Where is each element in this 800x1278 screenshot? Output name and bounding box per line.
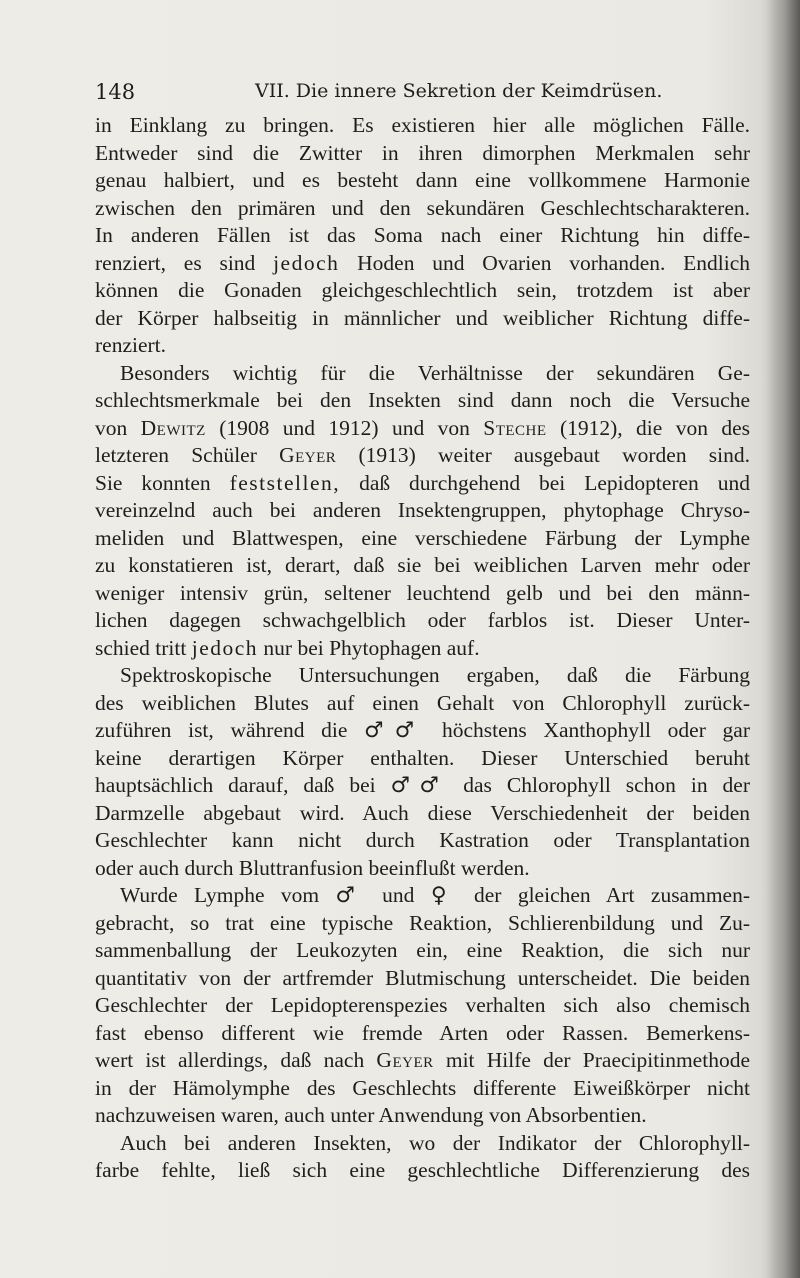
text-segment: fast ebenso different wie fremde Arten oder Rassen. Bemerkens- (95, 1020, 750, 1045)
text-segment: mit Hilfe der Praecipitinmethode (433, 1048, 750, 1072)
text-segment: meliden und Blattwespen, eine verschiedene Färbung der Lymphe (95, 525, 750, 550)
text-line (95, 992, 750, 1020)
page-number: 148 (95, 80, 136, 104)
text-segment: oder auch durch Bluttranfusion beeinflußt werden. (95, 855, 530, 880)
text-segment: das Chlorophyll schon in der (448, 773, 750, 797)
text-line (95, 222, 750, 250)
text-segment: schied tritt (95, 635, 192, 660)
text-segment: (1908 und 1912) und von (205, 415, 484, 440)
text-segment: Darmzelle abgebaut wird. Auch diese Verschiedenheit der beiden (95, 800, 750, 825)
text-segment: daß durchgehend bei Lepidopteren und (340, 470, 750, 495)
text-line (95, 937, 750, 965)
text-segment: nachzuweisen waren, auch unter Anwendung von Absorbentien. (95, 1103, 647, 1127)
text-line (95, 827, 750, 855)
text-segment: genau halbiert, und es besteht dann eine vollkommene Harmonie (95, 168, 750, 192)
text-segment: zu konstatieren ist, derart, daß sie bei weiblichen Larven mehr oder (95, 553, 750, 577)
sex-symbol: ♀ (430, 883, 458, 908)
text-segment: Besonders wichtig für die Verhältnisse der sekundären Ge- (120, 360, 750, 385)
text-line (95, 195, 750, 223)
text-line (95, 690, 750, 718)
text-segment: In anderen Fällen ist das Soma nach einer Richtung hin diffe- (95, 223, 750, 247)
body-text (95, 112, 750, 1185)
author-name: Geyer (376, 1048, 434, 1072)
text-segment: keine derartigen Körper enthalten. Dieser Unterschied beruht (95, 745, 750, 770)
text-segment: können die Gonaden gleichgeschlechtlich sein, trotzdem ist aber (95, 278, 750, 302)
text-segment: (1913) weiter ausgebaut worden sind. (336, 443, 751, 467)
text-segment: feststellen, (229, 470, 341, 495)
text-line (95, 882, 750, 910)
text-line (95, 140, 750, 168)
text-line (95, 470, 750, 498)
text-line (95, 1157, 750, 1185)
text-segment: jedoch (273, 250, 340, 275)
text-segment: jedoch (191, 635, 259, 660)
text-segment: Hoden und Ovarien vorhanden. Endlich (339, 250, 750, 275)
text-segment: Sie konnten (95, 470, 230, 495)
text-line (95, 1130, 750, 1158)
text-segment: Geschlechter kann nicht durch Kastration oder Transplantation (95, 828, 750, 852)
text-segment: der gleichen Art zusammen- (457, 883, 751, 907)
text-segment: letzteren Schüler (95, 443, 280, 467)
text-segment: nur bei Phytophagen auf. (258, 635, 480, 660)
text-line (95, 250, 750, 278)
text-line (95, 332, 750, 360)
text-segment: hauptsächlich darauf, daß bei (95, 773, 391, 797)
text-segment: (1912), die von des (546, 415, 751, 440)
text-segment: höchstens Xanthophyll oder gar (425, 718, 750, 742)
sex-symbol: ♂ (335, 883, 366, 908)
text-line (95, 167, 750, 195)
text-line (95, 415, 750, 443)
text-segment: zuführen ist, während die (95, 718, 365, 742)
text-line (95, 772, 750, 800)
text-segment: Geschlechter der Lepidopterenspezies verhalten sich also chemisch (95, 993, 750, 1017)
author-name: Steche (483, 415, 547, 440)
text-segment: zwischen den primären und den sekundären Geschlechtscharakteren. (95, 195, 750, 220)
text-line (95, 1102, 750, 1130)
text-line (95, 552, 750, 580)
text-line (95, 305, 750, 333)
text-segment: lichen dagegen schwachgelblich oder farblos ist. Dieser Unter- (95, 608, 750, 632)
text-line (95, 1020, 750, 1048)
sex-symbol: ♂♂ (390, 773, 449, 798)
page-header (95, 80, 735, 110)
text-segment: in Einklang zu bringen. Es existieren hier alle möglichen Fälle. (95, 113, 750, 137)
text-line (95, 360, 750, 388)
text-line (95, 607, 750, 635)
text-segment: vereinzelnd auch bei anderen Insektengruppen, phytophage Chryso- (95, 498, 750, 522)
text-segment: und (365, 883, 431, 907)
text-segment: von (95, 415, 141, 440)
text-segment: des weiblichen Blutes auf einen Gehalt von Chlorophyll zurück- (95, 690, 750, 715)
text-line (95, 965, 750, 993)
text-segment: wert ist allerdings, daß nach (95, 1048, 377, 1072)
text-line (95, 387, 750, 415)
text-line (95, 855, 750, 883)
text-line (95, 1047, 750, 1075)
text-line (95, 112, 750, 140)
text-segment: gebracht, so trat eine typische Reaktion, Schlierenbildung und Zu- (95, 910, 750, 935)
text-line (95, 1075, 750, 1103)
text-line (95, 800, 750, 828)
text-segment: renziert, es sind (95, 250, 274, 275)
text-segment: schlechtsmerkmale bei den Insekten sind dann noch die Versuche (95, 388, 750, 412)
text-line (95, 717, 750, 745)
text-segment: weniger intensiv grün, seltener leuchtend gelb und bei den männ- (95, 580, 750, 605)
text-segment: Wurde Lymphe vom (120, 883, 336, 907)
text-segment: farbe fehlte, ließ sich eine geschlechtliche Differenzierung des (95, 1158, 750, 1182)
text-line (95, 635, 750, 663)
text-segment: in der Hämolymphe des Geschlechts differente Eiweißkörper nicht (95, 1075, 750, 1100)
text-line (95, 442, 750, 470)
author-name: Dewitz (140, 415, 206, 440)
text-segment: quantitativ von der artfremder Blutmischung unterscheidet. Die beiden (95, 965, 750, 990)
text-line (95, 910, 750, 938)
author-name: Geyer (279, 443, 337, 467)
text-segment: sammenballung der Leukozyten ein, eine Reaktion, die sich nur (95, 938, 750, 962)
text-segment: Spektroskopische Untersuchungen ergaben, daß die Färbung (120, 663, 750, 687)
text-segment: Entweder sind die Zwitter in ihren dimorphen Merkmalen sehr (95, 140, 750, 165)
text-segment: Auch bei anderen Insekten, wo der Indikator der Chlorophyll- (120, 1130, 750, 1155)
text-line (95, 745, 750, 773)
text-line (95, 662, 750, 690)
text-line (95, 525, 750, 553)
running-title: VII. Die innere Sekretion der Keimdrüsen. (255, 80, 663, 102)
page-edge-shadow (766, 0, 800, 1278)
text-segment: der Körper halbseitig in männlicher und weiblicher Richtung diffe- (95, 305, 750, 330)
text-line (95, 580, 750, 608)
sex-symbol: ♂♂ (364, 718, 426, 743)
text-line (95, 277, 750, 305)
text-segment: renziert. (95, 333, 167, 357)
text-line (95, 497, 750, 525)
